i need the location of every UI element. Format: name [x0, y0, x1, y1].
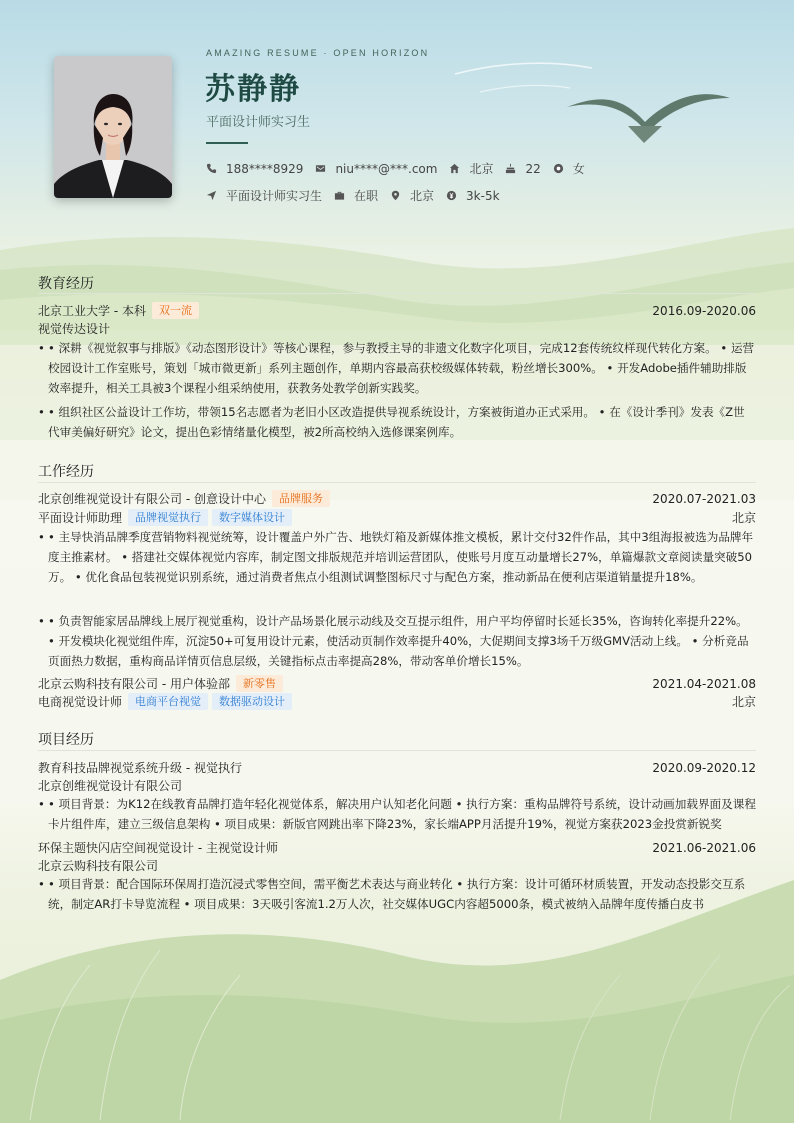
- money-icon: [446, 190, 457, 201]
- job-title: 平面设计师实习生: [206, 115, 311, 130]
- job-2-role-row: [38, 693, 756, 710]
- projects-section-title: 项目经历: [38, 732, 94, 748]
- briefcase-icon: [334, 190, 345, 201]
- gender-text: 女: [572, 162, 585, 176]
- education-major-row: [38, 320, 756, 337]
- hometown-text: 北京: [469, 162, 494, 176]
- job-2-role: 电商视觉设计师: [38, 695, 123, 709]
- bullet-dot: •: [38, 797, 45, 811]
- bullet-dot: •: [38, 341, 45, 355]
- hometown-item: [449, 160, 493, 177]
- send-icon: [206, 190, 217, 201]
- project-2-company: 北京云购科技有限公司: [38, 859, 159, 873]
- home-icon: [449, 163, 460, 174]
- mail-icon: [315, 163, 326, 174]
- project-2-name: 环保主题快闪店空间视觉设计 - 主视觉设计师: [38, 841, 278, 855]
- intent-city-item: [390, 187, 434, 204]
- job-1-location: 北京: [731, 511, 756, 525]
- job-1-bullet-2-text: • 负责智能家居品牌线上展厅视觉重构，设计产品场景化展示动线及交互提示组件，用户平均停留时长延长35%，咨询转化率提升22%。 • 开发模块化视觉组件库，沉淀50+可复用设计元素，使活动页制作效率提升40%，大促期间支撑3场千万级GMV活动上线。 • 分析竞品页面热力数据，重构商品详情页信息层级，关键指标点击率提高28%，带动客单价增长15%。: [48, 614, 749, 668]
- job-2-company: 北京云购科技有限公司 - 用户体验部: [38, 677, 230, 691]
- phone-item: [206, 162, 303, 176]
- age-item: [505, 162, 540, 176]
- project-2-header-row: [38, 839, 756, 856]
- job-2-date: 2021.04-2021.08: [652, 676, 756, 691]
- job-1-bullet-2: [38, 611, 756, 671]
- location-pin-icon: [390, 190, 401, 201]
- project-1-company-row: [38, 777, 756, 794]
- cake-icon: [505, 163, 516, 174]
- job-1-header-row: [38, 490, 756, 507]
- bullet-dot: •: [38, 405, 45, 419]
- job-2-header-row: [38, 675, 756, 692]
- projects-section-rule: [38, 750, 756, 751]
- education-bullet-1-text: • 深耕《视觉叙事与排版》《动态图形设计》等核心课程，参与教授主导的非遗文化数字化项目，完成12套传统纹样现代转化方案。 • 运营校园设计工作室账号，策划「城市微更新」系列主题创作，单期内容最高获校级媒体转载，粉丝增长300%。 • 开发Adobe插件辅助排版效率提升，相关工具被3个课程小组采纳使用，获教务处教学创新实践奖。: [48, 341, 755, 395]
- project-2-date: 2021.06-2021.06: [652, 840, 756, 855]
- bullet-dot: •: [38, 877, 45, 891]
- gender-icon: [553, 163, 564, 174]
- phone-text: 188****8929: [226, 161, 304, 176]
- status-text: 在职: [354, 189, 379, 203]
- education-bullet-2: [38, 402, 756, 442]
- project-1-name: 教育科技品牌视觉系统升级 - 视觉执行: [38, 761, 242, 775]
- intent-position-text: 平面设计师实习生: [226, 189, 323, 203]
- contact-info-row: [206, 160, 597, 177]
- bullet-dot: •: [38, 614, 45, 628]
- education-section-rule: [38, 293, 756, 294]
- project-1-company: 北京创维视觉设计有限公司: [38, 779, 183, 793]
- project-1-bullet-text: • 项目背景：为K12在线教育品牌打造年轻化视觉体系，解决用户认知老化问题 • 执行方案：重构品牌符号系统，设计动画加载界面及课程卡片组件库，建立三级信息架构 • 项目成果：新版官网跳出率下降23%，家长端APP月活提升19%，视觉方案获2023金投赏新锐奖: [48, 797, 756, 831]
- bullet-dot: •: [38, 530, 45, 544]
- accent-divider: [206, 142, 248, 144]
- email-text: niu****@***.com: [335, 161, 438, 176]
- gender-item: [553, 160, 585, 177]
- project-2-bullet: [38, 874, 756, 914]
- job-2-skill-2: 数据驱动设计: [212, 693, 292, 710]
- age-text: 22: [525, 161, 541, 176]
- job-1-date: 2020.07-2021.03: [652, 491, 756, 506]
- job-1-tag: 品牌服务: [272, 490, 330, 507]
- education-bullet-1: [38, 338, 756, 398]
- phone-icon: [206, 163, 217, 174]
- candidate-name: 苏静静: [205, 72, 301, 107]
- school-tag: 双一流: [152, 302, 199, 319]
- salary-item: [446, 189, 500, 203]
- project-1-date: 2020.09-2020.12: [652, 760, 756, 775]
- work-section-rule: [38, 482, 756, 483]
- job-1-bullet-1: [38, 527, 756, 587]
- job-1-role: 平面设计师助理: [38, 511, 123, 525]
- job-2-location: 北京: [731, 695, 756, 709]
- tagline: AMAZING RESUME · OPEN HORIZON: [206, 48, 430, 58]
- job-1-company: 北京创维视觉设计有限公司 - 创意设计中心: [38, 492, 266, 506]
- job-2-skill-1: 电商平台视觉: [128, 693, 208, 710]
- email-item: [315, 162, 437, 176]
- job-1-skill-1: 品牌视觉执行: [128, 509, 208, 526]
- education-school-row: [38, 302, 756, 319]
- profile-photo: [54, 56, 172, 198]
- school-name: 北京工业大学 - 本科: [38, 304, 146, 318]
- status-item: [334, 187, 378, 204]
- project-2-bullet-text: • 项目背景：配合国际环保周打造沉浸式零售空间，需平衡艺术表达与商业转化 • 执行方案：设计可循环材质装置，开发动态投影交互系统，制定AR打卡导览流程 • 项目成果：3天吸引客流1.2万人次，社交媒体UGC内容超5000条，模式被纳入品牌年度传播白皮书: [48, 877, 746, 911]
- job-1-bullet-1-text: • 主导快消品牌季度营销物料视觉统筹，设计覆盖户外广告、地铁灯箱及新媒体推文模板，累计交付32件作品，其中3组海报被选为品牌年度主推素材。 • 搭建社交媒体视觉内容库，制定图文排版规范并培训运营团队，使账号月度互动量增长27%，单篇爆款文章阅读量突破50万。 • 优化食品包装视觉识别系统，通过消费者焦点小组测试调整图标尺寸与配色方案，推动新品在便利店渠道销量提升18%。: [48, 530, 754, 584]
- salary-text: 3k-5k: [466, 188, 500, 203]
- project-2-company-row: [38, 857, 756, 874]
- education-bullet-2-text: • 组织社区公益设计工作坊，带领15名志愿者为老旧小区改造提供导视系统设计，方案被街道办正式采用。 • 在《设计季刊》发表《Z世代审美偏好研究》论文，提出色彩情绪量化模型，被2所高校纳入选修课案例库。: [48, 405, 745, 439]
- work-section-title: 工作经历: [38, 464, 94, 480]
- education-section-title: 教育经历: [38, 276, 94, 292]
- job-1-skill-2: 数字媒体设计: [212, 509, 292, 526]
- intent-city-text: 北京: [410, 189, 435, 203]
- project-1-header-row: [38, 759, 756, 776]
- job-1-role-row: [38, 509, 756, 526]
- education-date: 2016.09-2020.06: [652, 303, 756, 318]
- major-name: 视觉传达设计: [38, 322, 111, 336]
- project-1-bullet: [38, 794, 756, 834]
- job-2-tag: 新零售: [236, 675, 283, 692]
- intent-position-item: [206, 187, 322, 204]
- job-intent-row: [206, 187, 512, 204]
